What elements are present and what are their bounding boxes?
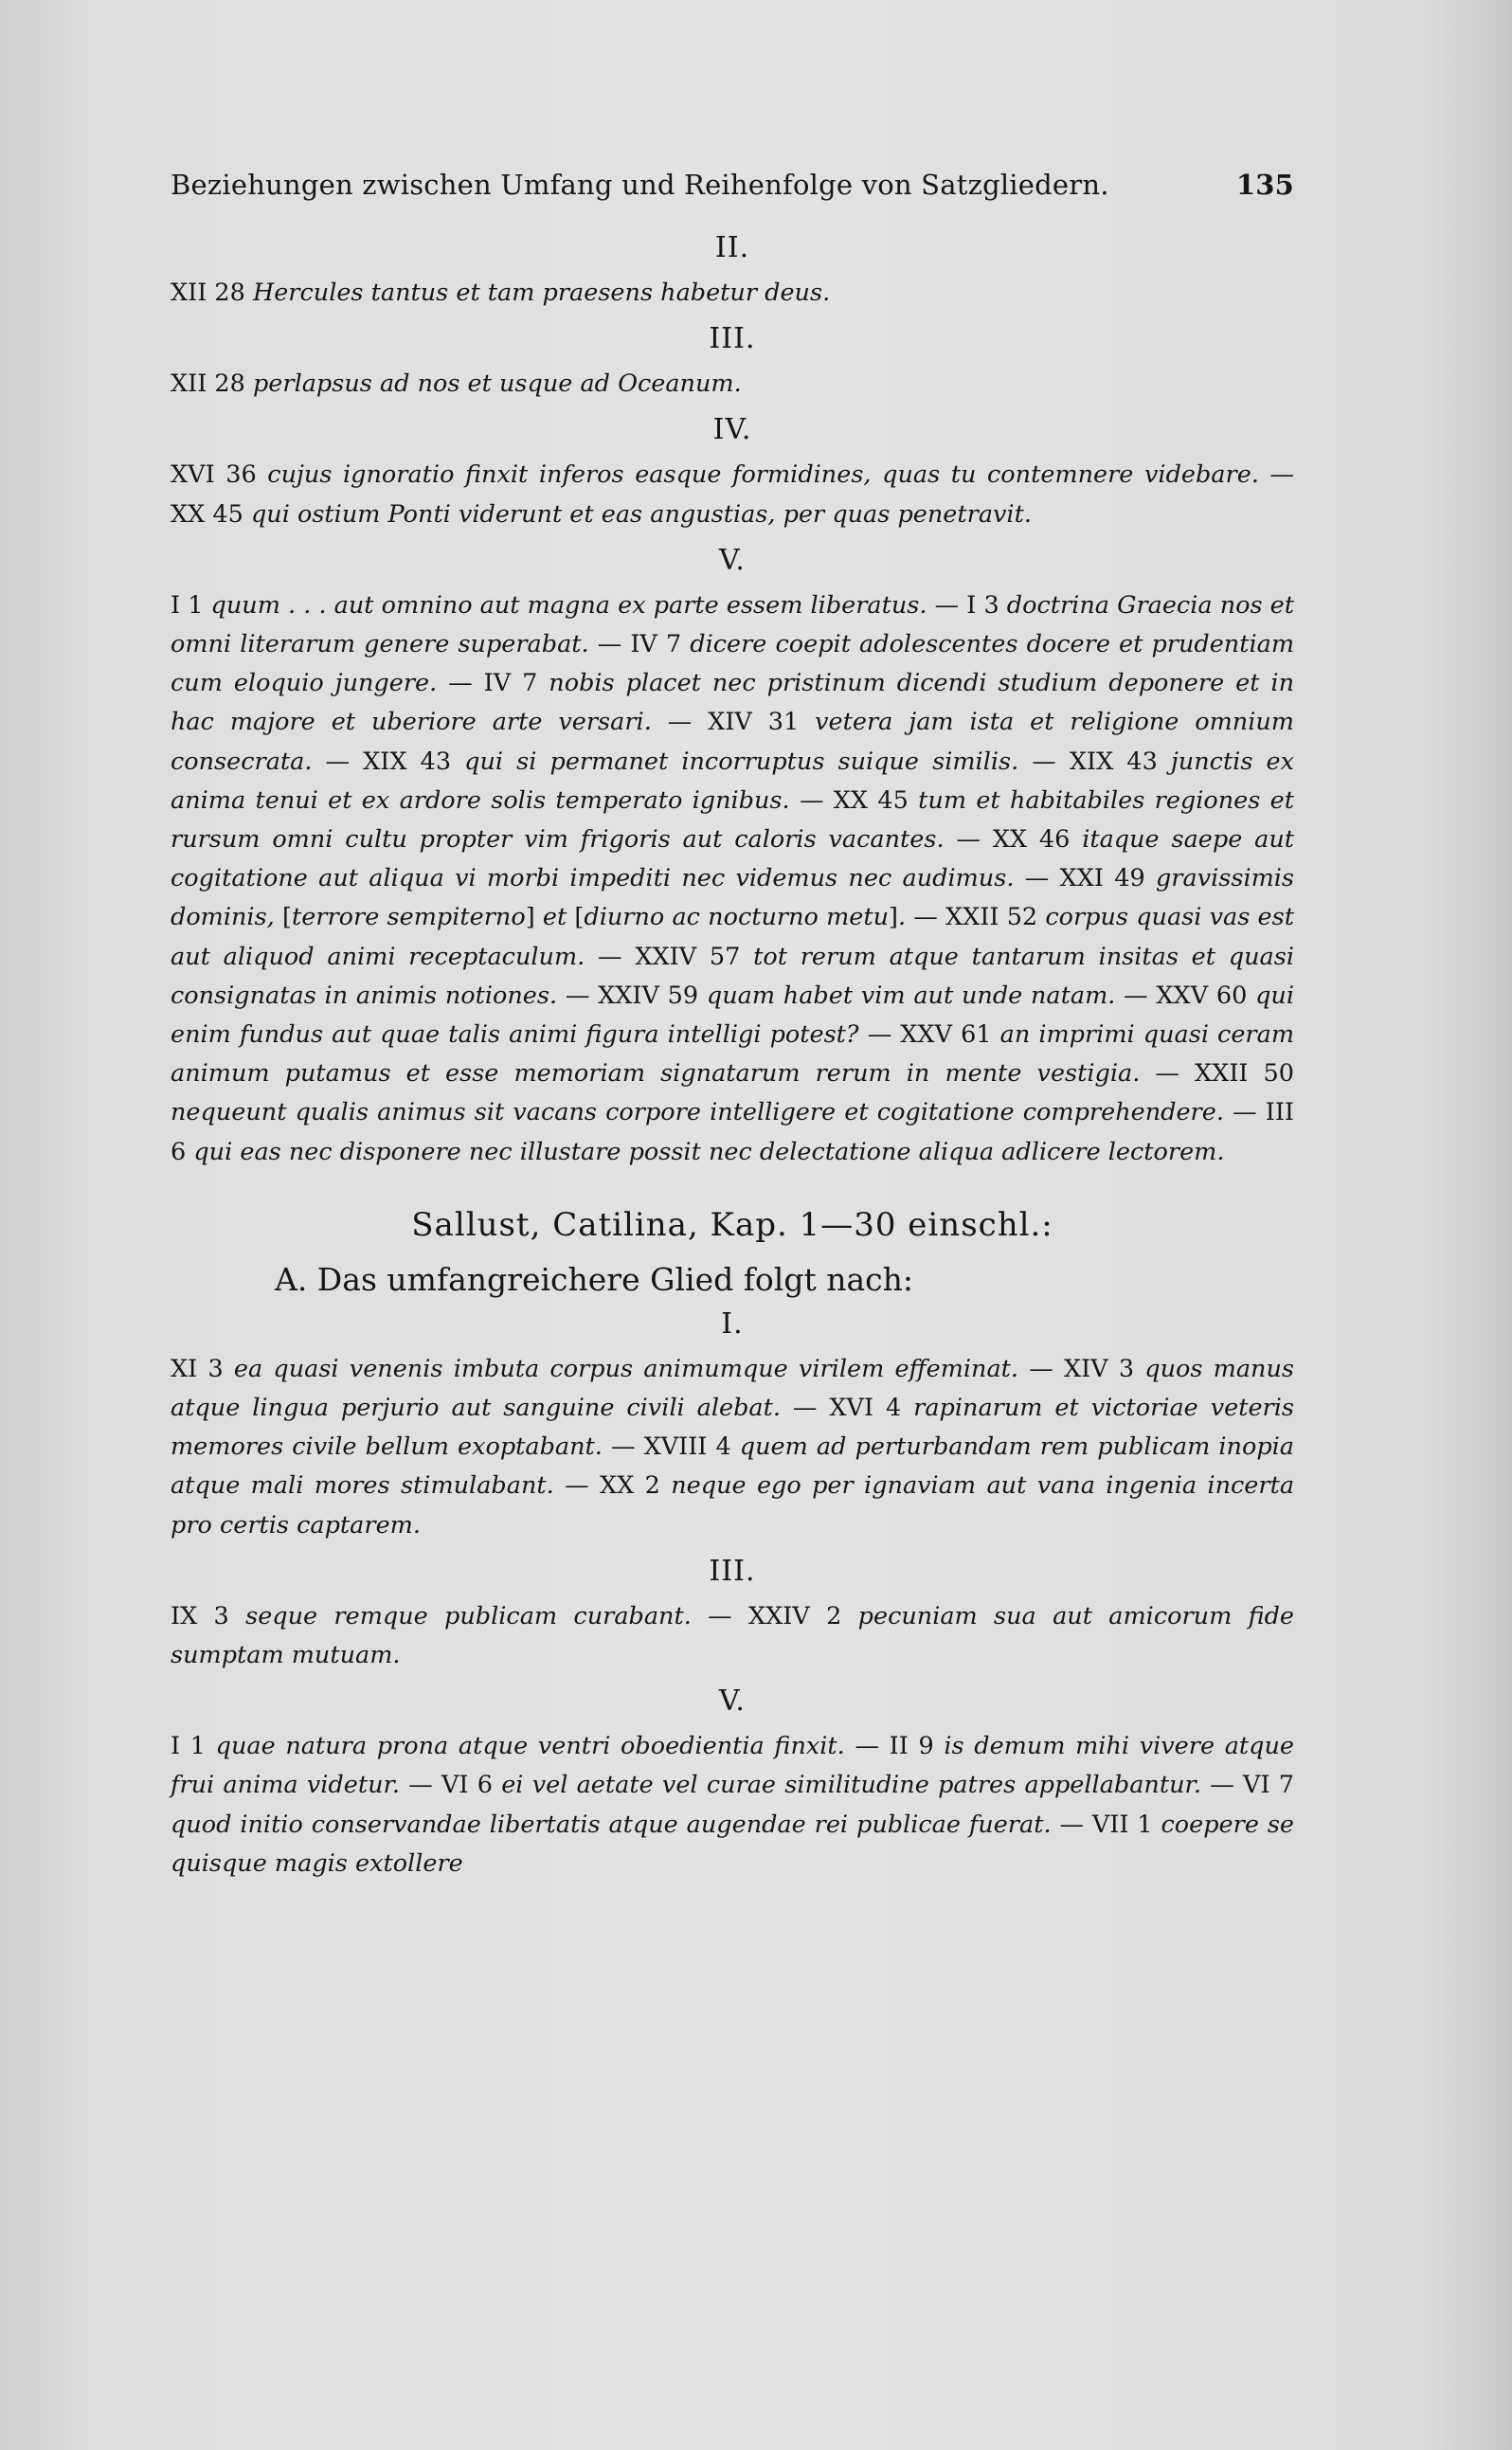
citation-reference: XXIV 57 bbox=[635, 942, 741, 971]
citation-reference: XIV 31 bbox=[708, 708, 800, 737]
latin-text bbox=[350, 748, 363, 776]
citation-reference: — bbox=[597, 630, 622, 659]
citation-reference: IX 3 bbox=[171, 1601, 229, 1630]
latin-text: quae natura prona atque ventri oboedientia finxit. bbox=[205, 1732, 855, 1761]
citation-reference: I 1 bbox=[171, 1732, 206, 1761]
latin-text: corpus quasi vas est aut aliquod animi receptaculum. bbox=[171, 903, 1294, 971]
citation-reference: XX 45 bbox=[833, 785, 909, 815]
citation-reference: — bbox=[1269, 460, 1294, 490]
latin-text: quem ad perturbandam rem publicam inopia atque mali mores stimulabant. bbox=[171, 1432, 1295, 1501]
latin-text bbox=[589, 982, 598, 1010]
numeral-heading: III. bbox=[709, 1554, 756, 1588]
citation-reference: — bbox=[667, 708, 693, 737]
citation-reference: XXV 60 bbox=[1156, 981, 1248, 1010]
citation-reference: — bbox=[1233, 1098, 1257, 1127]
latin-text bbox=[938, 903, 945, 931]
citation-reference: XX 45 bbox=[171, 499, 243, 529]
latin-text: quos manus atque lingua perjurio aut sanguine civili alebat. bbox=[171, 1354, 1294, 1423]
latin-text: doctrina Graecia nos et omni literarum genere superabat. bbox=[171, 590, 1295, 659]
latin-text: qui ostium Ponti viderunt et eas angustias, per quas penetravit. bbox=[243, 499, 1032, 529]
citation-reference: — bbox=[956, 825, 981, 855]
latin-text: nobis placet nec pristinum dicendi studium deponere et in hac majore et uberiore arte versari. bbox=[171, 669, 1295, 737]
citation-reference: XIV 3 bbox=[1063, 1354, 1135, 1383]
citation-reference: — bbox=[1155, 1059, 1179, 1089]
latin-text: qui enim fundus aut quae talis animi figura intelligi potest? bbox=[171, 981, 1294, 1050]
latin-text: et bbox=[534, 903, 575, 932]
text-block bbox=[171, 169, 1294, 1883]
citation-reference: — bbox=[1029, 1354, 1053, 1383]
latin-text: qui eas nec disponere nec illustare possit nec delectatione aliqua adlicere lectorem. bbox=[186, 1137, 1225, 1166]
numeral-heading: V. bbox=[719, 543, 746, 577]
citation-reference: — bbox=[1059, 1810, 1084, 1839]
running-head-title: Beziehungen zwischen Umfang und Reihenfolge von Satzgliedern. bbox=[171, 169, 1109, 201]
citation-reference: IV 7 bbox=[483, 669, 538, 698]
page-number: 135 bbox=[1235, 169, 1294, 201]
citation-reference: — bbox=[799, 785, 824, 815]
citation-reference: [ bbox=[574, 903, 585, 932]
latin-text bbox=[1257, 1098, 1266, 1126]
latin-text bbox=[692, 708, 708, 736]
latin-text bbox=[622, 943, 636, 971]
citation-reference: XVI 36 bbox=[171, 460, 257, 490]
citation-reference: XIX 43 bbox=[363, 747, 452, 776]
citation-reference: — bbox=[598, 942, 622, 971]
citation-reference: — bbox=[913, 903, 938, 932]
citation-reference: — bbox=[1210, 1771, 1234, 1800]
citation-reference: XVIII 4 bbox=[643, 1432, 731, 1462]
latin-text: diurno ac nocturno metu bbox=[584, 903, 890, 932]
latin-text bbox=[879, 1732, 890, 1760]
citation-reference: — bbox=[611, 1432, 636, 1462]
numeral-heading: I. bbox=[721, 1306, 744, 1341]
citation-reference: — bbox=[792, 1394, 818, 1423]
numeral-heading: IV. bbox=[712, 413, 752, 447]
latin-text: perlapsus ad nos et usque ad Oceanum. bbox=[244, 369, 742, 399]
latin-text: ei vel aetate vel curae similitudine patres appellabantur. bbox=[492, 1771, 1211, 1800]
citation-reference: XII 28 bbox=[171, 279, 245, 307]
citation-reference: [ bbox=[282, 903, 292, 932]
example-paragraph bbox=[171, 1350, 1294, 1545]
latin-text bbox=[891, 1020, 900, 1049]
latin-text: quam habet vim aut unde natam. bbox=[698, 981, 1125, 1010]
citation-reference: III 6 bbox=[171, 1098, 1294, 1166]
citation-reference: ] bbox=[525, 903, 535, 932]
latin-text bbox=[636, 1432, 644, 1461]
latin-text: neque ego per ignaviam aut vana ingenia incerta pro certis captarem. bbox=[171, 1471, 1295, 1540]
citation-reference: VI 7 bbox=[1243, 1771, 1294, 1800]
latin-text: . bbox=[897, 903, 914, 932]
citation-reference: XXII 52 bbox=[945, 903, 1038, 932]
latin-text bbox=[1234, 1771, 1243, 1799]
citation-reference: — bbox=[325, 747, 351, 776]
citation-reference: — bbox=[1024, 864, 1050, 893]
latin-text: gravissimis dominis, bbox=[171, 864, 1295, 932]
latin-text: rapinarum et victoriae veteris memores civile bellum exoptabant. bbox=[171, 1394, 1294, 1462]
citation-reference: XXIV 2 bbox=[747, 1601, 842, 1630]
latin-text bbox=[1084, 1810, 1092, 1839]
latin-text: vetera jam ista et religione omnium consecrata. bbox=[171, 708, 1294, 776]
latin-text: quod initio conservandae libertatis atque augendae rei publicae fuerat. bbox=[171, 1810, 1060, 1839]
numeral-heading: V. bbox=[719, 1684, 746, 1719]
example-paragraph bbox=[171, 274, 1294, 313]
numeral-heading: II. bbox=[714, 231, 750, 264]
latin-text: tot rerum atque tantarum insitas et quasi consignatas in animis notiones. bbox=[171, 942, 1294, 1010]
example-paragraph bbox=[171, 456, 1294, 533]
latin-text: cujus ignoratio finxit inferos easque formidines, quas tu contemnere videbare. bbox=[256, 460, 1270, 490]
example-paragraph bbox=[171, 586, 1294, 1172]
latin-text bbox=[981, 825, 993, 854]
citation-reference: XVI 4 bbox=[829, 1394, 902, 1423]
citation-reference: VII 1 bbox=[1091, 1810, 1153, 1839]
latin-text bbox=[433, 1771, 441, 1799]
citation-reference: — bbox=[565, 981, 590, 1010]
latin-text: junctis ex anima tenui et ex ardore solis temperato ignibus. bbox=[171, 747, 1294, 815]
citation-reference: XXI 49 bbox=[1059, 864, 1145, 893]
citation-reference: I 1 bbox=[171, 590, 204, 620]
latin-text: Hercules tantus et tam praesens habetur deus. bbox=[244, 279, 831, 307]
latin-text bbox=[732, 1602, 748, 1630]
citation-reference: — bbox=[867, 1020, 892, 1050]
latin-text bbox=[817, 1394, 829, 1422]
latin-text bbox=[473, 669, 484, 697]
citation-reference: II 9 bbox=[889, 1732, 934, 1761]
citation-reference: — bbox=[934, 590, 960, 620]
section-title: Sallust, Catilina, Kap. 1—30 einschl.: bbox=[411, 1205, 1053, 1244]
citation-reference: — bbox=[448, 669, 473, 698]
citation-reference: XI 3 bbox=[171, 1354, 224, 1383]
latin-text bbox=[589, 1471, 600, 1500]
citation-reference: XII 28 bbox=[171, 369, 245, 399]
citation-reference: XIX 43 bbox=[1069, 747, 1158, 776]
citation-reference: — bbox=[1124, 981, 1148, 1010]
latin-text: an imprimi quasi ceram animum putamus et esse memoriam signatarum rerum in mente vestigia. bbox=[171, 1020, 1295, 1089]
citation-reference: XX 2 bbox=[599, 1471, 660, 1501]
subsection-title: A. Das umfangreichere Glied folgt nach: bbox=[275, 1260, 914, 1298]
latin-text: dicere coepit adolescentes docere et prudentiam cum eloquio jungere. bbox=[171, 630, 1294, 698]
citation-reference: ] bbox=[889, 903, 898, 932]
latin-text: seque remque publicam curabant. bbox=[228, 1601, 709, 1630]
example-paragraph bbox=[171, 1597, 1294, 1675]
example-paragraph bbox=[171, 1727, 1294, 1883]
numeral-heading: III. bbox=[709, 322, 756, 356]
citation-reference: I 3 bbox=[966, 590, 999, 620]
latin-text: terrore sempiterno bbox=[291, 903, 526, 932]
latin-text bbox=[1049, 864, 1059, 892]
latin-text bbox=[1053, 1355, 1064, 1383]
running-head bbox=[171, 169, 1294, 201]
latin-text: tum et habitabiles regiones et rursum omni cultu propter vim frigoris aut caloris vacantes. bbox=[171, 785, 1295, 855]
citation-reference: — bbox=[855, 1732, 879, 1761]
latin-text bbox=[823, 786, 833, 815]
citation-reference: XXII 50 bbox=[1195, 1059, 1295, 1089]
citation-reference: IV 7 bbox=[630, 630, 682, 659]
citation-reference: — bbox=[565, 1471, 589, 1501]
citation-reference: VI 6 bbox=[441, 1771, 493, 1800]
example-paragraph bbox=[171, 365, 1294, 404]
citation-reference: — bbox=[708, 1601, 732, 1630]
latin-text bbox=[621, 630, 630, 658]
latin-text bbox=[1179, 1059, 1195, 1088]
latin-text bbox=[1056, 748, 1070, 776]
latin-text: nequeunt qualis animus sit vacans corpore intelligere et cogitatione comprehendere. bbox=[171, 1098, 1233, 1127]
latin-text: is demum mihi vivere atque frui anima videtur. bbox=[171, 1732, 1295, 1800]
citation-reference: — bbox=[408, 1771, 433, 1800]
citation-reference: XXIV 59 bbox=[598, 981, 699, 1010]
citation-reference: — bbox=[1032, 747, 1056, 776]
citation-reference: XX 46 bbox=[992, 825, 1071, 855]
latin-text: ea quasi venenis imbuta corpus animumque virilem effeminat. bbox=[223, 1354, 1030, 1383]
latin-text: qui si permanet incorruptus suique similis. bbox=[451, 747, 1033, 776]
citation-reference: XXV 61 bbox=[900, 1020, 992, 1050]
latin-text: itaque saepe aut cogitatione aut aliqua vi morbi impediti nec videmus nec audimus. bbox=[171, 825, 1294, 893]
latin-text: quum . . . aut omnino aut magna ex parte essem liberatus. bbox=[203, 590, 935, 620]
latin-text: coepere se quisque magis extollere bbox=[171, 1810, 1295, 1878]
latin-text: pecuniam sua aut amicorum fide sumptam mutuam. bbox=[171, 1601, 1294, 1670]
